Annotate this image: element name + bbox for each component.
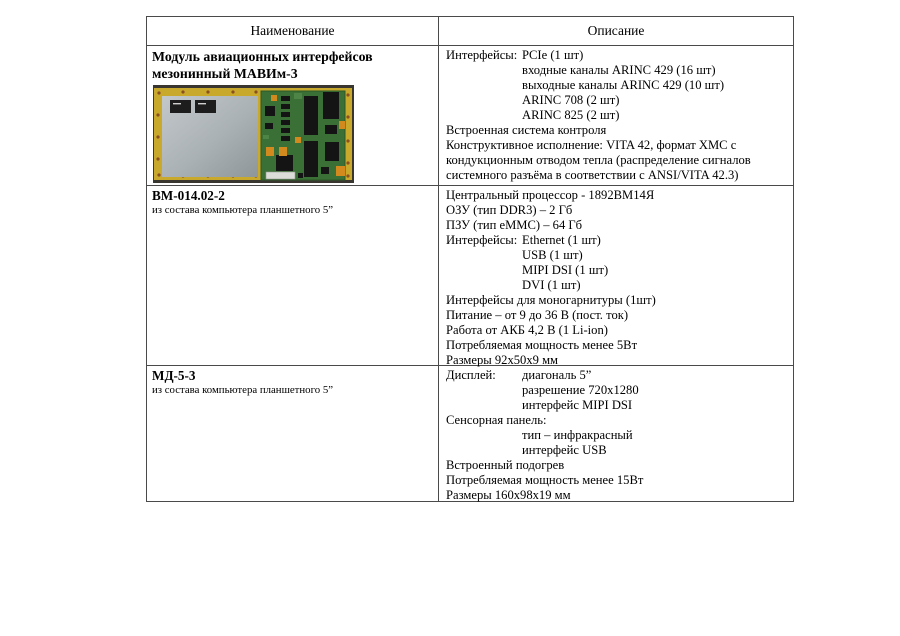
spec-line: интерфейс MIPI DSI xyxy=(522,398,633,412)
item-subtitle: из состава компьютера планшетного 5” xyxy=(152,384,334,396)
table-header-row xyxy=(147,17,793,45)
spec-line: ARINC 708 (2 шт) xyxy=(522,93,620,107)
spec-value: PCIe (1 шт) xyxy=(522,48,584,62)
table-row-mavim-3 xyxy=(147,45,793,185)
desc-cell-mavim-3 xyxy=(439,46,793,185)
spec-line: Потребляемая мощность менее 15Вт xyxy=(446,473,644,487)
desc-cell-vm-014 xyxy=(439,186,793,365)
spec-line xyxy=(446,368,787,383)
spec-line: системного разъёма в соответствии с ANSI/VITA 42.3) xyxy=(446,168,739,182)
spec-label: Дисплей: xyxy=(446,368,496,382)
spec-table xyxy=(146,16,794,502)
spec-line: ARINC 825 (2 шт) xyxy=(522,108,620,122)
name-cell-vm-014 xyxy=(147,186,439,365)
spec-line xyxy=(446,233,787,248)
spec-line: ПЗУ (тип eMMC) – 64 Гб xyxy=(446,218,583,232)
spec-line: ОЗУ (тип DDR3) – 2 Гб xyxy=(446,203,573,217)
column-header-description: Описание xyxy=(587,23,645,38)
spec-line: Конструктивное исполнение: VITA 42, формат XMC с xyxy=(446,138,737,152)
table-row-vm-014 xyxy=(147,185,793,365)
desc-cell-md-5-3 xyxy=(439,366,793,501)
name-cell-md-5-3 xyxy=(147,366,439,501)
spec-value: диагональ 5” xyxy=(522,368,592,382)
spec-line: интерфейс USB xyxy=(522,443,607,457)
spec-line: тип – инфракрасный xyxy=(522,428,633,442)
spec-line: входные каналы ARINC 429 (16 шт) xyxy=(522,63,716,77)
spec-line: Встроенный подогрев xyxy=(446,458,565,472)
circuit-board-photo xyxy=(153,85,354,183)
item-subtitle: из состава компьютера планшетного 5” xyxy=(152,204,334,216)
spec-line xyxy=(446,48,787,63)
spec-line: Встроенная система контроля xyxy=(446,123,607,137)
spec-line: Интерфейсы для моногарнитуры (1шт) xyxy=(446,293,656,307)
name-cell-mavim-3 xyxy=(147,46,439,185)
spec-line: Работа от АКБ 4,2 В (1 Li-ion) xyxy=(446,323,608,337)
spec-label: Интерфейсы: xyxy=(446,233,518,247)
item-title: ВМ-014.02-2 xyxy=(152,188,225,203)
column-header-name: Наименование xyxy=(147,17,439,45)
spec-label: Интерфейсы: xyxy=(446,48,518,62)
spec-line: кондукционным отводом тепла (распределение сигналов xyxy=(446,153,751,167)
spec-line: Размеры 160x98x19 мм xyxy=(446,488,571,502)
item-title: Модуль авиационных интерфейсов мезонинный МАВИм-3 xyxy=(152,49,373,81)
spec-line: USB (1 шт) xyxy=(522,248,583,262)
spec-line: Размеры 92x50x9 мм xyxy=(446,353,559,367)
spec-line: MIPI DSI (1 шт) xyxy=(522,263,609,277)
spec-line: Питание – от 9 до 36 В (пост. ток) xyxy=(446,308,629,322)
spec-line: DVI (1 шт) xyxy=(522,278,581,292)
item-title: МД-5-3 xyxy=(152,368,196,383)
spec-line: выходные каналы ARINC 429 (10 шт) xyxy=(522,78,725,92)
spec-value: Ethernet (1 шт) xyxy=(522,233,601,247)
spec-line: Потребляемая мощность менее 5Вт xyxy=(446,338,638,352)
spec-line: разрешение 720x1280 xyxy=(522,383,639,397)
table-row-md-5-3 xyxy=(147,365,793,501)
spec-line: Сенсорная панель: xyxy=(446,413,547,427)
spec-line: Центральный процессор - 1892ВМ14Я xyxy=(446,188,655,202)
